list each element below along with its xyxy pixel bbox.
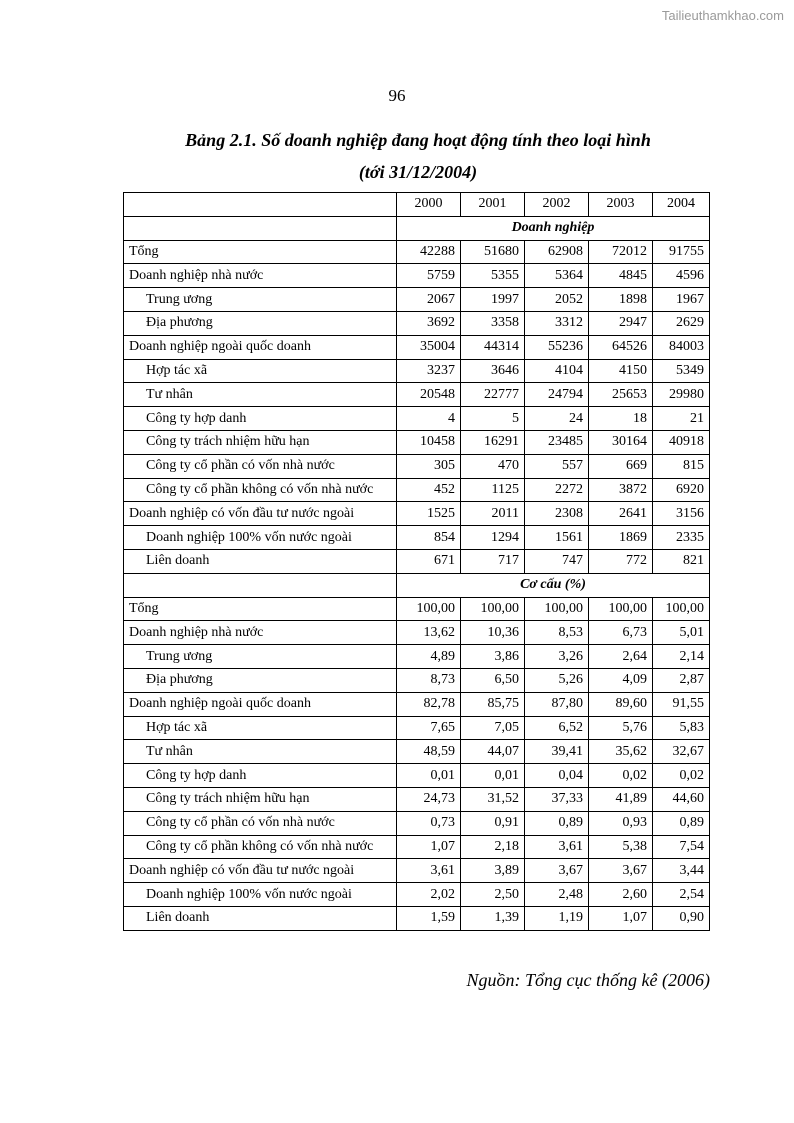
value-cell: 5 — [461, 407, 525, 431]
value-cell: 64526 — [589, 335, 653, 359]
value-cell: 35004 — [397, 335, 461, 359]
row-label: Công ty trách nhiệm hữu hạn — [124, 430, 397, 454]
value-cell: 5355 — [461, 264, 525, 288]
section-structure-title-row — [124, 573, 710, 597]
table-row — [124, 311, 710, 335]
year-header-row — [124, 193, 710, 217]
table-row — [124, 383, 710, 407]
value-cell: 39,41 — [525, 740, 589, 764]
value-cell: 1,19 — [525, 906, 589, 930]
value-cell: 3156 — [653, 502, 710, 526]
value-cell: 5,38 — [589, 835, 653, 859]
value-cell: 6920 — [653, 478, 710, 502]
value-cell: 24,73 — [397, 787, 461, 811]
value-cell: 100,00 — [653, 597, 710, 621]
value-cell: 85,75 — [461, 692, 525, 716]
table-row — [124, 288, 710, 312]
row-label: Liên doanh — [124, 906, 397, 930]
value-cell: 4104 — [525, 359, 589, 383]
value-cell: 25653 — [589, 383, 653, 407]
value-cell: 0,73 — [397, 811, 461, 835]
table-row — [124, 407, 710, 431]
value-cell: 2308 — [525, 502, 589, 526]
value-cell: 18 — [589, 407, 653, 431]
value-cell: 3237 — [397, 359, 461, 383]
value-cell: 22777 — [461, 383, 525, 407]
row-label: Trung ương — [124, 288, 397, 312]
value-cell: 23485 — [525, 430, 589, 454]
value-cell: 2629 — [653, 311, 710, 335]
value-cell: 717 — [461, 549, 525, 573]
value-cell: 0,89 — [653, 811, 710, 835]
value-cell: 452 — [397, 478, 461, 502]
value-cell: 87,80 — [525, 692, 589, 716]
row-label: Doanh nghiệp có vốn đầu tư nước ngoài — [124, 859, 397, 883]
value-cell: 5349 — [653, 359, 710, 383]
value-cell: 1,59 — [397, 906, 461, 930]
value-cell: 48,59 — [397, 740, 461, 764]
value-cell: 2272 — [525, 478, 589, 502]
year-header-cell: 2001 — [461, 193, 525, 217]
value-cell: 4 — [397, 407, 461, 431]
value-cell: 0,91 — [461, 811, 525, 835]
value-cell: 3,89 — [461, 859, 525, 883]
value-cell: 0,93 — [589, 811, 653, 835]
row-label: Công ty cổ phần không có vốn nhà nước — [124, 478, 397, 502]
row-label: Trung ương — [124, 645, 397, 669]
table-title: Bảng 2.1. Số doanh nghiệp đang hoạt động tính theo loại hình — [185, 130, 651, 150]
section-blank-cell — [124, 573, 397, 597]
value-cell: 10458 — [397, 430, 461, 454]
value-cell: 5364 — [525, 264, 589, 288]
section-counts-title-row — [124, 216, 710, 240]
table-row — [124, 668, 710, 692]
value-cell: 3,61 — [525, 835, 589, 859]
value-cell: 1294 — [461, 526, 525, 550]
table-row — [124, 359, 710, 383]
value-cell: 40918 — [653, 430, 710, 454]
value-cell: 4,09 — [589, 668, 653, 692]
value-cell: 2947 — [589, 311, 653, 335]
value-cell: 2,54 — [653, 883, 710, 907]
value-cell: 2,87 — [653, 668, 710, 692]
value-cell: 100,00 — [461, 597, 525, 621]
row-label: Doanh nghiệp có vốn đầu tư nước ngoài — [124, 502, 397, 526]
row-label: Công ty trách nhiệm hữu hạn — [124, 787, 397, 811]
value-cell: 671 — [397, 549, 461, 573]
table-row — [124, 621, 710, 645]
value-cell: 8,73 — [397, 668, 461, 692]
value-cell: 0,04 — [525, 764, 589, 788]
row-label: Doanh nghiệp 100% vốn nước ngoài — [124, 526, 397, 550]
enterprise-table — [123, 192, 710, 931]
value-cell: 72012 — [589, 240, 653, 264]
value-cell: 0,01 — [397, 764, 461, 788]
value-cell: 16291 — [461, 430, 525, 454]
value-cell: 2641 — [589, 502, 653, 526]
row-label: Tổng — [124, 240, 397, 264]
value-cell: 100,00 — [397, 597, 461, 621]
value-cell: 2335 — [653, 526, 710, 550]
value-cell: 5,01 — [653, 621, 710, 645]
value-cell: 29980 — [653, 383, 710, 407]
value-cell: 8,53 — [525, 621, 589, 645]
value-cell: 100,00 — [589, 597, 653, 621]
value-cell: 815 — [653, 454, 710, 478]
value-cell: 1,39 — [461, 906, 525, 930]
value-cell: 3358 — [461, 311, 525, 335]
value-cell: 1525 — [397, 502, 461, 526]
value-cell: 772 — [589, 549, 653, 573]
table-row — [124, 906, 710, 930]
value-cell: 100,00 — [525, 597, 589, 621]
table-row — [124, 549, 710, 573]
value-cell: 1997 — [461, 288, 525, 312]
row-label: Hợp tác xã — [124, 716, 397, 740]
row-label: Tư nhân — [124, 383, 397, 407]
table-row — [124, 335, 710, 359]
table-row — [124, 764, 710, 788]
table-row — [124, 883, 710, 907]
value-cell: 1967 — [653, 288, 710, 312]
value-cell: 89,60 — [589, 692, 653, 716]
value-cell: 470 — [461, 454, 525, 478]
value-cell: 3,86 — [461, 645, 525, 669]
value-cell: 2,50 — [461, 883, 525, 907]
table-row — [124, 502, 710, 526]
value-cell: 3,26 — [525, 645, 589, 669]
value-cell: 3,67 — [525, 859, 589, 883]
value-cell: 5759 — [397, 264, 461, 288]
value-cell: 5,26 — [525, 668, 589, 692]
value-cell: 854 — [397, 526, 461, 550]
page-number: 96 — [388, 86, 406, 105]
value-cell: 0,02 — [653, 764, 710, 788]
row-label: Doanh nghiệp ngoài quốc doanh — [124, 335, 397, 359]
value-cell: 21 — [653, 407, 710, 431]
row-label: Công ty cổ phần có vốn nhà nước — [124, 811, 397, 835]
value-cell: 669 — [589, 454, 653, 478]
value-cell: 41,89 — [589, 787, 653, 811]
row-label: Tư nhân — [124, 740, 397, 764]
value-cell: 1898 — [589, 288, 653, 312]
table-row — [124, 716, 710, 740]
value-cell: 0,01 — [461, 764, 525, 788]
year-header-cell: 2003 — [589, 193, 653, 217]
row-label: Công ty hợp danh — [124, 407, 397, 431]
value-cell: 51680 — [461, 240, 525, 264]
value-cell: 2,64 — [589, 645, 653, 669]
value-cell: 62908 — [525, 240, 589, 264]
value-cell: 3312 — [525, 311, 589, 335]
table-row — [124, 264, 710, 288]
value-cell: 5,76 — [589, 716, 653, 740]
row-label: Doanh nghiệp ngoài quốc doanh — [124, 692, 397, 716]
value-cell: 6,52 — [525, 716, 589, 740]
value-cell: 557 — [525, 454, 589, 478]
table-subtitle: (tới 31/12/2004) — [358, 162, 478, 182]
value-cell: 0,90 — [653, 906, 710, 930]
value-cell: 2052 — [525, 288, 589, 312]
row-label: Công ty cổ phần không có vốn nhà nước — [124, 835, 397, 859]
value-cell: 3,67 — [589, 859, 653, 883]
value-cell: 42288 — [397, 240, 461, 264]
value-cell: 2011 — [461, 502, 525, 526]
year-header-cell: 2000 — [397, 193, 461, 217]
header-blank-cell — [124, 193, 397, 217]
source-note: Nguồn: Tổng cục thống kê (2006) — [466, 970, 710, 990]
value-cell: 35,62 — [589, 740, 653, 764]
row-label: Địa phương — [124, 311, 397, 335]
table-row — [124, 430, 710, 454]
row-label: Doanh nghiệp nhà nước — [124, 264, 397, 288]
value-cell: 10,36 — [461, 621, 525, 645]
value-cell: 44314 — [461, 335, 525, 359]
value-cell: 1125 — [461, 478, 525, 502]
value-cell: 4150 — [589, 359, 653, 383]
row-label: Doanh nghiệp nhà nước — [124, 621, 397, 645]
value-cell: 821 — [653, 549, 710, 573]
value-cell: 6,50 — [461, 668, 525, 692]
value-cell: 24794 — [525, 383, 589, 407]
table-row — [124, 811, 710, 835]
value-cell: 1,07 — [397, 835, 461, 859]
value-cell: 3646 — [461, 359, 525, 383]
value-cell: 1,07 — [589, 906, 653, 930]
row-label: Hợp tác xã — [124, 359, 397, 383]
value-cell: 31,52 — [461, 787, 525, 811]
value-cell: 82,78 — [397, 692, 461, 716]
table-row — [124, 240, 710, 264]
table-row — [124, 597, 710, 621]
value-cell: 7,05 — [461, 716, 525, 740]
value-cell: 3,44 — [653, 859, 710, 883]
value-cell: 5,83 — [653, 716, 710, 740]
table-row — [124, 835, 710, 859]
table-row — [124, 478, 710, 502]
value-cell: 1561 — [525, 526, 589, 550]
value-cell: 24 — [525, 407, 589, 431]
value-cell: 2,60 — [589, 883, 653, 907]
value-cell: 305 — [397, 454, 461, 478]
value-cell: 7,54 — [653, 835, 710, 859]
value-cell: 4,89 — [397, 645, 461, 669]
watermark: Tailieuthamkhao.com — [661, 8, 784, 23]
value-cell: 3692 — [397, 311, 461, 335]
table-row — [124, 454, 710, 478]
section-counts-title: Doanh nghiệp — [397, 216, 710, 240]
value-cell: 7,65 — [397, 716, 461, 740]
year-header-cell: 2002 — [525, 193, 589, 217]
value-cell: 0,02 — [589, 764, 653, 788]
value-cell: 4596 — [653, 264, 710, 288]
value-cell: 3,61 — [397, 859, 461, 883]
value-cell: 30164 — [589, 430, 653, 454]
section-structure-title: Cơ cấu (%) — [397, 573, 710, 597]
value-cell: 3872 — [589, 478, 653, 502]
table-row — [124, 526, 710, 550]
value-cell: 0,89 — [525, 811, 589, 835]
value-cell: 37,33 — [525, 787, 589, 811]
value-cell: 2,14 — [653, 645, 710, 669]
value-cell: 91755 — [653, 240, 710, 264]
row-label: Liên doanh — [124, 549, 397, 573]
value-cell: 2067 — [397, 288, 461, 312]
value-cell: 20548 — [397, 383, 461, 407]
value-cell: 44,07 — [461, 740, 525, 764]
section-blank-cell — [124, 216, 397, 240]
value-cell: 13,62 — [397, 621, 461, 645]
value-cell: 2,48 — [525, 883, 589, 907]
row-label: Công ty cổ phần có vốn nhà nước — [124, 454, 397, 478]
table-row — [124, 645, 710, 669]
value-cell: 1869 — [589, 526, 653, 550]
value-cell: 84003 — [653, 335, 710, 359]
row-label: Tổng — [124, 597, 397, 621]
value-cell: 6,73 — [589, 621, 653, 645]
value-cell: 2,02 — [397, 883, 461, 907]
table-row — [124, 692, 710, 716]
row-label: Công ty hợp danh — [124, 764, 397, 788]
table-row — [124, 740, 710, 764]
value-cell: 91,55 — [653, 692, 710, 716]
row-label: Địa phương — [124, 668, 397, 692]
value-cell: 44,60 — [653, 787, 710, 811]
table-row — [124, 859, 710, 883]
row-label: Doanh nghiệp 100% vốn nước ngoài — [124, 883, 397, 907]
year-header-cell: 2004 — [653, 193, 710, 217]
value-cell: 2,18 — [461, 835, 525, 859]
value-cell: 4845 — [589, 264, 653, 288]
table-row — [124, 787, 710, 811]
value-cell: 747 — [525, 549, 589, 573]
value-cell: 32,67 — [653, 740, 710, 764]
value-cell: 55236 — [525, 335, 589, 359]
